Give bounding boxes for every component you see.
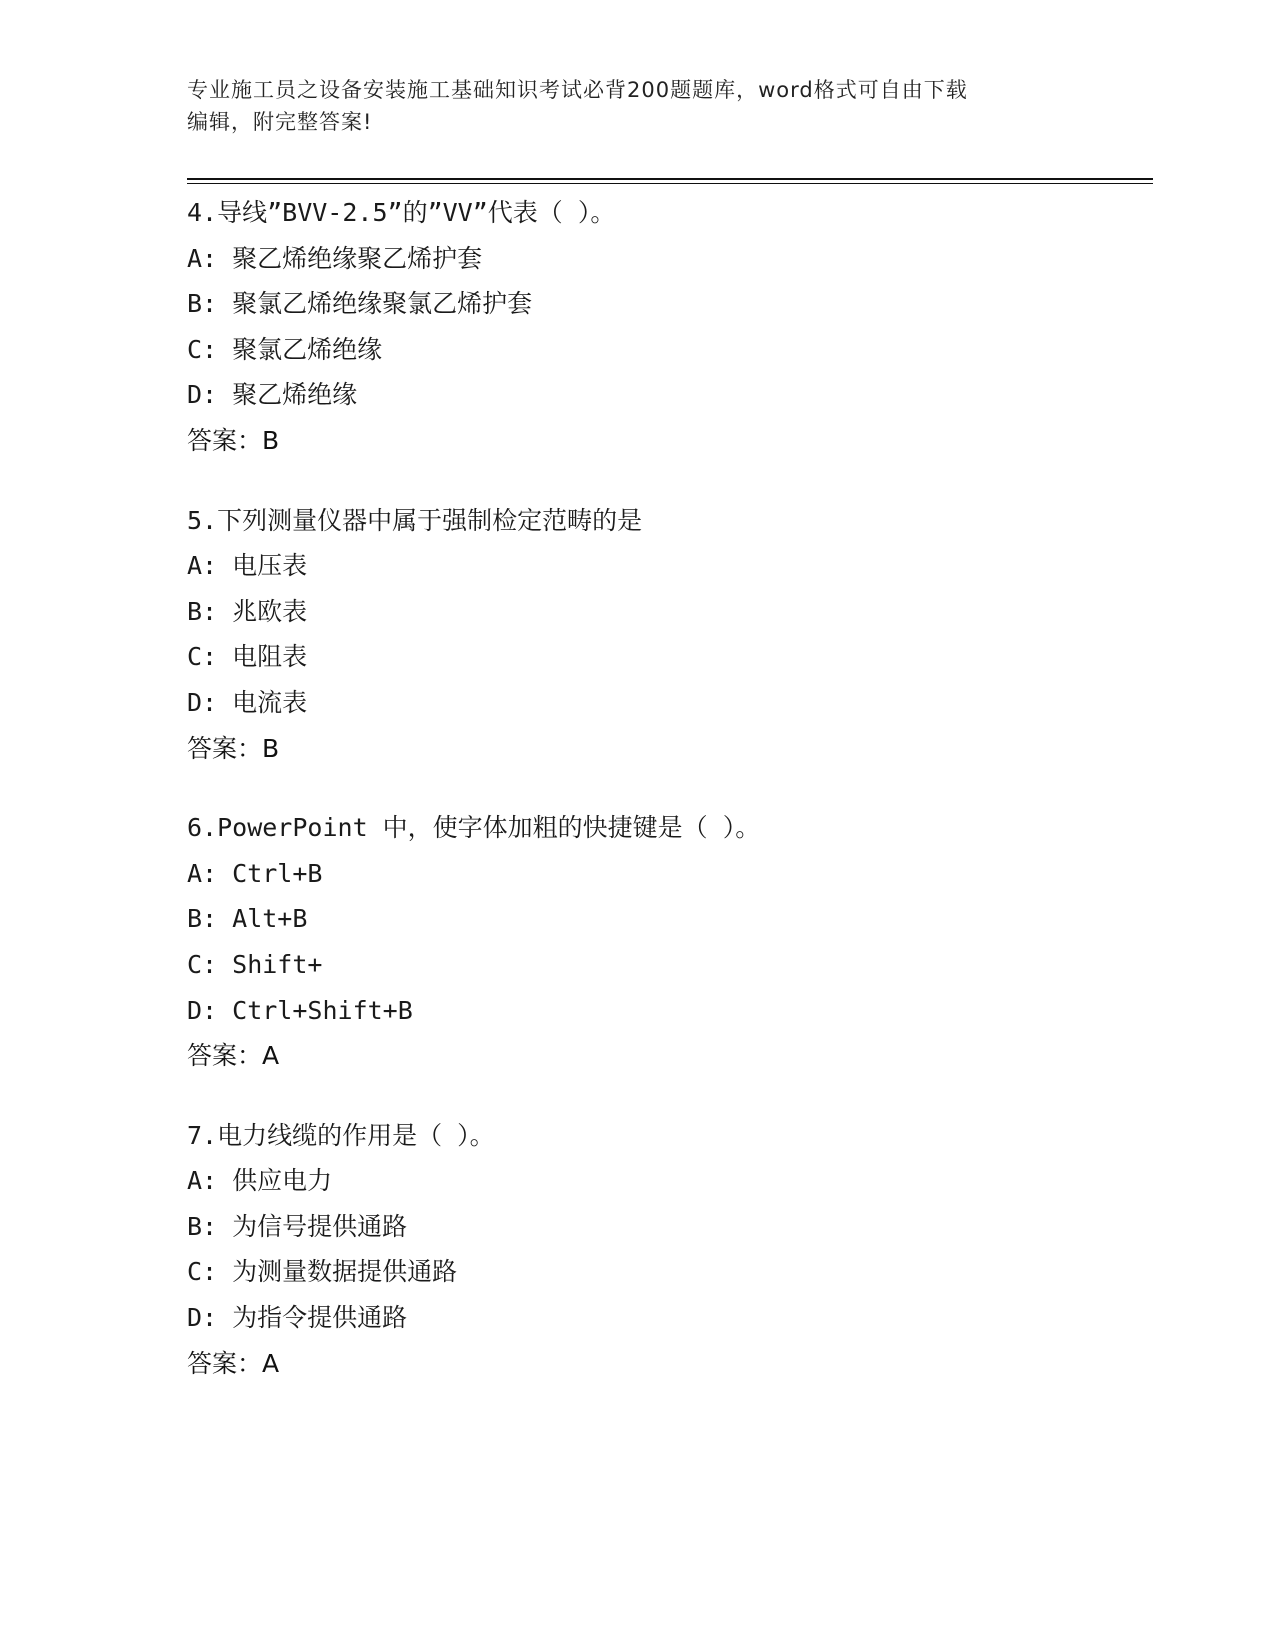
question-stem: 4.导线”BVV-2.5”的”VV”代表（ ）。 xyxy=(187,198,616,227)
header-title-line-1: 专业施工员之设备安装施工基础知识考试必背200题题库，word格式可自由下载 xyxy=(187,78,968,102)
answer-text: 答案：B xyxy=(187,425,280,455)
option-c: C: 聚氯乙烯绝缘 xyxy=(187,334,383,364)
question-6 xyxy=(187,805,1153,1079)
header-divider-thick xyxy=(187,178,1153,180)
option-a: A: 供应电力 xyxy=(187,1166,333,1196)
answer-text: 答案：A xyxy=(187,1348,280,1378)
option-d: D: 为指令提供通路 xyxy=(187,1303,408,1333)
header-title-line-2: 编辑，附完整答案! xyxy=(187,110,373,134)
answer-text: 答案：A xyxy=(187,1041,280,1071)
question-stem: 5.下列测量仪器中属于强制检定范畴的是 xyxy=(187,505,643,535)
header-divider-thin xyxy=(187,183,1153,184)
question-stem: 6.PowerPoint 中，使字体加粗的快捷键是（ ）。 xyxy=(187,813,761,843)
option-b: B: Alt+B xyxy=(187,904,308,934)
option-b: B: 聚氯乙烯绝缘聚氯乙烯护套 xyxy=(187,289,533,319)
question-7 xyxy=(187,1113,1153,1387)
option-a: A: 电压表 xyxy=(187,551,308,581)
option-c: C: 电阻表 xyxy=(187,642,308,672)
option-b: B: 为信号提供通路 xyxy=(187,1211,408,1241)
answer-text: 答案：B xyxy=(187,733,280,763)
option-c: C: Shift+ xyxy=(187,949,323,979)
option-d: D: 电流表 xyxy=(187,687,308,717)
question-4 xyxy=(187,190,1153,464)
option-c: C: 为测量数据提供通路 xyxy=(187,1257,458,1287)
option-a: A: 聚乙烯绝缘聚乙烯护套 xyxy=(187,243,483,273)
question-5 xyxy=(187,498,1153,772)
question-stem: 7.电力线缆的作用是（ ）。 xyxy=(187,1120,495,1150)
question-list xyxy=(187,190,1153,1420)
option-d: D: 聚乙烯绝缘 xyxy=(187,380,358,410)
option-b: B: 兆欧表 xyxy=(187,596,308,626)
option-a: A: Ctrl+B xyxy=(187,858,323,888)
document-header xyxy=(187,74,1067,138)
option-d: D: Ctrl+Shift+B xyxy=(187,995,413,1025)
